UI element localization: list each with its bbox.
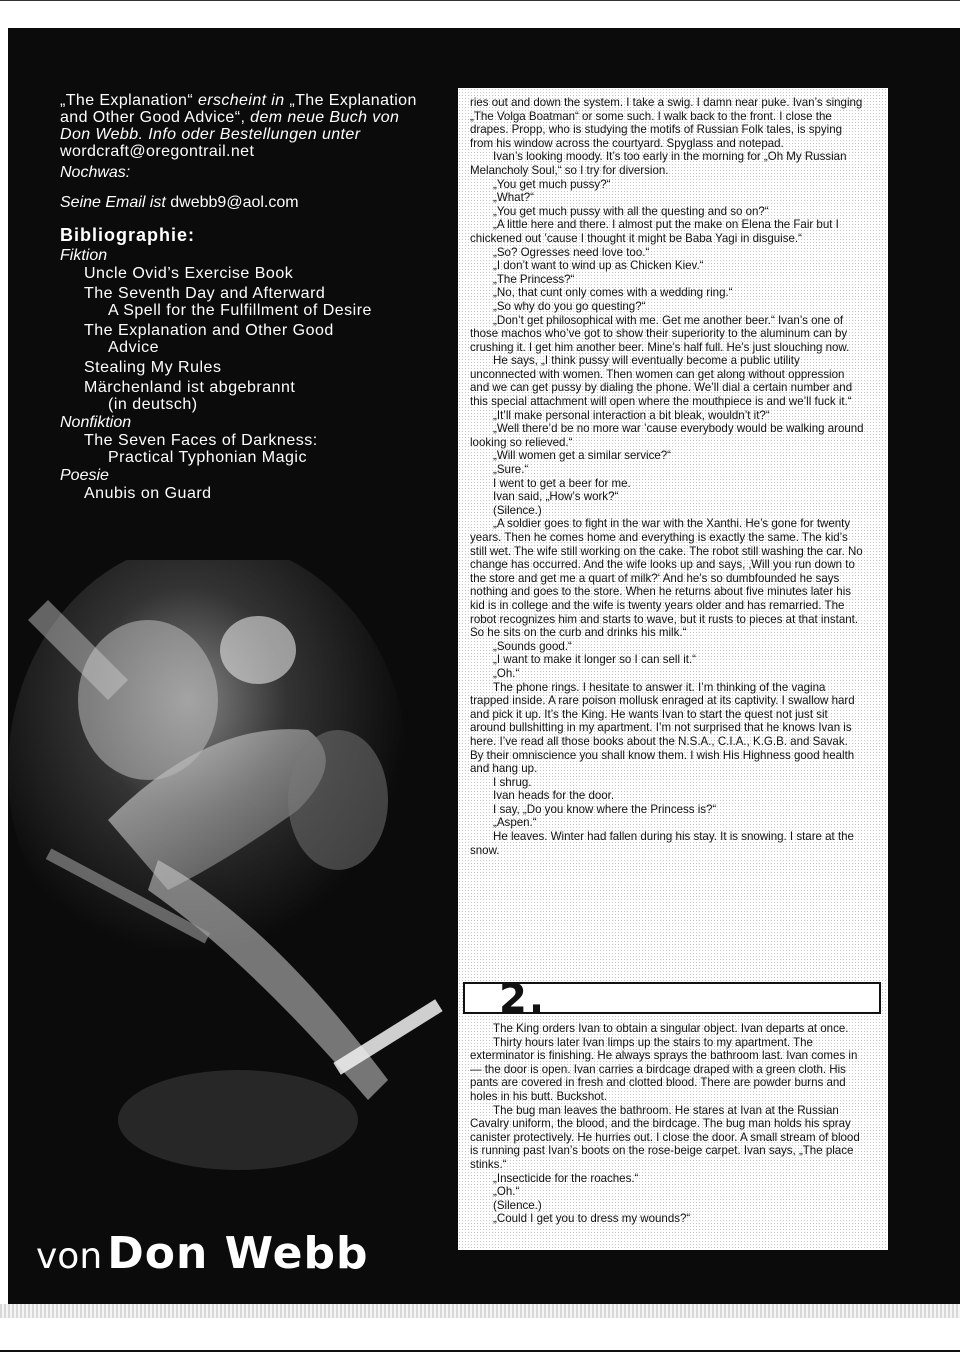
story-paragraph: „You get much pussy with all the questing and so on?“ — [493, 203, 769, 218]
top-rule — [0, 0, 960, 1]
story-paragraph: „I don’t want to wind up as Chicken Kiev.“ — [493, 258, 704, 273]
contact-email: wordcraft@oregontrail.net — [60, 143, 255, 160]
bibliography-category: Fiktion — [60, 247, 108, 264]
story-paragraph: The phone rings. I hesitate to answer it. I’m thinking of the vagina trapped inside. A rare poison mollusk enraged at its captivity. I swallow hard and pick it up. It’s the King. He wants Ivan to start the quest not just sit around bullshitting in my apartment. I’m not surprised that he knows Ivan is here. I’ve read all those books about the N.S.A., C.I.A., K.G.B. and Savak. By their omniscience you shall know them. I wish His Highness good health and hang up. — [470, 679, 855, 776]
publication-info — [60, 92, 430, 160]
story-paragraph: „Well there’d be no more war ’cause everybody would be walking around looking so relieved.“ — [470, 421, 864, 449]
figure-artwork — [8, 560, 460, 1220]
story-section-1 — [470, 96, 864, 968]
story-paragraph: The King orders Ivan to obtain a singular object. Ivan departs at once. — [493, 1022, 849, 1035]
story-paragraph: „Sounds good.“ — [493, 638, 572, 653]
bibliography-item — [60, 432, 430, 466]
email-line — [60, 194, 430, 212]
story-paragraph: „Aspen.“ — [493, 815, 537, 830]
bibliography-item — [60, 485, 430, 502]
bibliography-item-title: Märchenland ist abgebrannt — [84, 379, 296, 396]
bibliography-item-title: Uncle Ovid’s Exercise Book — [84, 265, 294, 282]
story-paragraph: „Oh.“ — [493, 665, 520, 680]
story-section-2 — [470, 1022, 864, 1248]
author-prefix: von — [36, 1236, 103, 1277]
nochwas-label: Nochwas: — [60, 164, 131, 181]
story-paragraph: „So why do you go questing?“ — [493, 298, 646, 313]
bibliography-title: Bibliographie: — [60, 225, 195, 245]
bibliography-item-continuation: (in deutsch) — [108, 396, 198, 413]
story-paragraph: The bug man leaves the bathroom. He stares at Ivan at the Russian Cavalry uniform, the blood, and the birdcage. The bug man holds his spray canister protectively. He hurries out. I close the door. A small stream of blood is running past Ivan’s boots on the rose-beige carpet. Ivan says, „The place stinks.“ — [470, 1102, 860, 1171]
story-paragraph: He leaves. Winter had fallen during his stay. It is snowing. I stare at the snow. — [470, 829, 854, 857]
story-paragraph: „So? Ogresses need love too.“ — [493, 244, 650, 259]
story-paragraph: (Silence.) — [493, 502, 542, 517]
story-paragraph: „A soldier goes to fight in the war with the Xanthi. He’s gone for twenty years. Then he comes home and everything is exactly the same. The kid’s still wet. The wife still working on the cake. The robot still washing the car. No change has occurred. And the wife looks up and says, ‚Will you run down to the store and get me a quart of milk?‘ And he’s so dumbfounded he says nothing and goes to the store. When he returns about five minutes later his kid is in college and the wife is twenty years older and has remarried. The robot recognizes him and starts to wave, but it rusts to pieces at that instant. So he sits on the curb and drinks his milk.“ — [470, 516, 863, 640]
bibliography-item-continuation: Advice — [108, 339, 160, 356]
story-paragraph: I say, „Do you know where the Princess is?“ — [493, 801, 717, 816]
author-credit — [36, 1228, 368, 1279]
bibliography-item-continuation: Practical Typhonian Magic — [108, 449, 307, 466]
email-label: Seine Email ist — [60, 194, 166, 211]
bibliography-item — [60, 359, 430, 376]
bibliography-item — [60, 285, 430, 319]
bibliography-list — [60, 247, 430, 502]
story-paragraph: Ivan said, „How’s work?“ — [493, 489, 619, 504]
bibliography-item-title: Anubis on Guard — [84, 485, 212, 502]
story-paragraph: Thirty hours later Ivan limps up the stairs to my apartment. The exterminator is finishing. He always sprays the bathroom last. Ivan comes in — the door is open. Ivan carries a birdcage draped with a green cloth. His pants are covered in fresh and clotted blood. There are powder burns and holes in his butt. Buckshot. — [470, 1034, 858, 1103]
bottom-rule — [0, 1350, 960, 1352]
bibliography-item — [60, 322, 430, 356]
chapter-heading — [463, 976, 881, 1022]
bibliography-item-title: The Seventh Day and Afterward — [84, 285, 326, 302]
story-paragraph: „Oh.“ — [493, 1184, 520, 1199]
bibliography-category: Poesie — [60, 467, 109, 484]
bibliography-item — [60, 379, 430, 413]
info-desc: dem neue Buch von Don Webb. Info oder Bestellungen unter — [60, 109, 400, 143]
story-paragraph: „It’ll make personal interaction a bit bleak, wouldn’t it?“ — [493, 407, 770, 422]
story-paragraph: „Sure.“ — [493, 462, 529, 477]
chapter-number: 2. — [499, 976, 547, 1022]
story-paragraph: ries out and down the system. I take a swig. I damn near puke. Ivan’s singing „The Volga Boatman“ or some such. I walk back to the front. I close the drapes. Propp, who is studying the motifs of Russian Folk tales, is spying from his window across the courtyard. Spyglass and notepad. — [470, 96, 863, 150]
story-paragraph: „No, that cunt only comes with a wedding ring.“ — [493, 285, 733, 300]
story-paragraph: I shrug. — [493, 774, 532, 789]
author-name: Don Webb — [107, 1228, 369, 1279]
story-paragraph: Ivan’s looking moody. It’s too early in the morning for „Oh My Russian Melancholy Soul,“ so I try for diversion. — [470, 149, 847, 177]
story-paragraph: Ivan heads for the door. — [493, 788, 615, 803]
email-address: dwebb9@aol.com — [170, 194, 299, 211]
story-paragraph: „The Princess?“ — [493, 271, 575, 286]
bibliography-item-title: The Explanation and Other Good — [84, 322, 334, 339]
bibliography-item-title: The Seven Faces of Darkness: — [84, 432, 318, 449]
story-paragraph: „Will women get a similar service?“ — [493, 448, 671, 463]
story-paragraph: „A little here and there. I almost put the make on Elena the Fair but I chickened out ’cause I thought it might be Baba Yagi in disguise.“ — [470, 217, 839, 245]
story-paragraph: He says, „I think pussy will eventually become a public utility unconnected with women. Then women can get along without oppression and we can get pussy by dialing the phone. We’ll dial a certain number and this special attachment will open where the mouthpiece is and we’ll fuck it.“ — [470, 353, 853, 409]
story-paragraph: „Don’t get philosophical with me. Get me another beer.“ Ivan’s one of those machos who’ve got to show their superiority to the aluminum can by crushing it. I get him another beer. Mine’s half full. He’s just slouching now. — [470, 312, 850, 354]
story-paragraph: „You get much pussy?“ — [493, 176, 611, 191]
info-italic: erscheint in — [197, 92, 285, 109]
bibliography-item-continuation: A Spell for the Fulfillment of Desire — [108, 302, 372, 319]
story-paragraph: „I want to make it longer so I can sell it.“ — [493, 652, 697, 667]
story-paragraph: I went to get a beer for me. — [493, 475, 631, 490]
bibliography-category: Nonfiktion — [60, 414, 132, 431]
story-paragraph: „Could I get you to dress my wounds?“ — [493, 1211, 691, 1226]
bibliography-item — [60, 265, 430, 282]
story-paragraph: (Silence.) — [493, 1197, 542, 1212]
info-title: „The Explanation“ — [60, 92, 198, 109]
bibliography-item-title: Stealing My Rules — [84, 359, 222, 376]
bottom-halftone-stripe — [0, 1304, 960, 1318]
info-book: „The Explanation and Other Good Advice“, — [60, 92, 417, 126]
story-paragraph: „Insecticide for the roaches.“ — [493, 1170, 639, 1185]
left-column — [60, 92, 430, 502]
story-paragraph: „What?“ — [493, 190, 535, 205]
